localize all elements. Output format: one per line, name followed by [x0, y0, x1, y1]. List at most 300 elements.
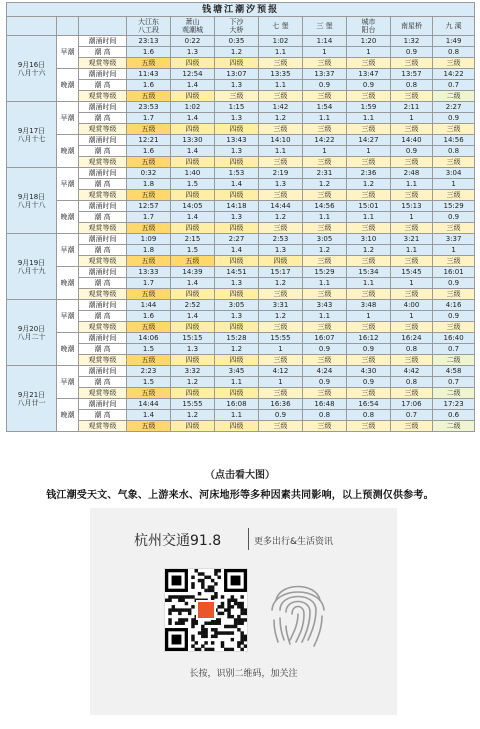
- rating-cell: 三级: [303, 388, 347, 399]
- time-cell: 4:00: [391, 300, 433, 311]
- session-cell: 晚潮: [57, 399, 79, 432]
- column-header: 南星桥: [391, 17, 433, 36]
- time-cell: 2:36: [347, 168, 391, 179]
- time-cell: 1:14: [303, 36, 347, 47]
- height-cell: 1.3: [171, 47, 215, 58]
- time-cell: 4:12: [259, 366, 303, 377]
- time-cell: 3:43: [303, 300, 347, 311]
- time-cell: 4:24: [303, 366, 347, 377]
- height-cell: 0.9: [303, 344, 347, 355]
- table-row: [7, 168, 475, 179]
- height-cell: 0.9: [259, 410, 303, 421]
- time-cell: 14:40: [391, 135, 433, 146]
- session-cell: 早潮: [57, 300, 79, 333]
- time-cell: 14:22: [433, 69, 475, 80]
- height-cell: 0.8: [391, 377, 433, 388]
- height-cell: 0.9: [347, 80, 391, 91]
- rating-cell: 二级: [433, 355, 475, 366]
- time-cell: 1:42: [259, 102, 303, 113]
- time-cell: 3:04: [433, 168, 475, 179]
- header-blank: [79, 17, 127, 36]
- time-cell: 16:01: [433, 267, 475, 278]
- time-cell: 14:56: [433, 135, 475, 146]
- height-cell: 1: [433, 179, 475, 190]
- date-cell: 9月16日 八月十六: [7, 36, 57, 102]
- height-cell: 1.2: [171, 410, 215, 421]
- rating-cell: 五级: [127, 289, 171, 300]
- session-cell: 晚潮: [57, 69, 79, 102]
- rating-cell: 四级: [215, 421, 259, 432]
- time-cell: 13:57: [391, 69, 433, 80]
- rating-cell: 三级: [347, 421, 391, 432]
- session-cell: 晚潮: [57, 201, 79, 234]
- height-cell: 1.2: [259, 212, 303, 223]
- height-cell: 1.3: [215, 311, 259, 322]
- time-cell: 13:47: [347, 69, 391, 80]
- date-cell: 9月20日 八月二十: [7, 300, 57, 366]
- time-cell: 15:29: [433, 201, 475, 212]
- row-label: 观赏等级: [79, 157, 127, 168]
- time-cell: 4:16: [433, 300, 475, 311]
- rating-cell: 三级: [259, 124, 303, 135]
- height-cell: 1.1: [303, 113, 347, 124]
- rating-cell: 四级: [215, 124, 259, 135]
- time-cell: 3:21: [391, 234, 433, 245]
- height-cell: 1.2: [347, 179, 391, 190]
- height-cell: 0.8: [391, 80, 433, 91]
- time-cell: 15:29: [303, 267, 347, 278]
- rating-cell: 四级: [171, 124, 215, 135]
- time-cell: 13:35: [259, 69, 303, 80]
- time-cell: 16:40: [433, 333, 475, 344]
- row-label: 潮涌时间: [79, 36, 127, 47]
- rating-cell: 四级: [171, 223, 215, 234]
- row-label: 潮 高: [79, 47, 127, 58]
- time-cell: 0:32: [127, 168, 171, 179]
- height-cell: 0.9: [303, 80, 347, 91]
- brand-subtitle: 更多出行&生活资讯: [254, 537, 334, 547]
- height-cell: 1: [303, 47, 347, 58]
- tide-forecast-table: [6, 2, 475, 432]
- row-label: 潮 高: [79, 80, 127, 91]
- time-cell: 13:37: [303, 69, 347, 80]
- height-cell: 1.5: [171, 179, 215, 190]
- rating-cell: 四级: [259, 256, 303, 267]
- time-cell: 14:22: [303, 135, 347, 146]
- row-label: 潮 高: [79, 344, 127, 355]
- time-cell: 16:12: [347, 333, 391, 344]
- height-cell: 1.3: [215, 146, 259, 157]
- rating-cell: 三级: [303, 58, 347, 69]
- height-cell: 1.4: [171, 80, 215, 91]
- table-row: [7, 69, 475, 80]
- fingerprint-icon[interactable]: [262, 570, 334, 652]
- rating-cell: 四级: [171, 355, 215, 366]
- row-label: 潮涌时间: [79, 333, 127, 344]
- rating-cell: 三级: [391, 256, 433, 267]
- height-cell: 0.8: [347, 410, 391, 421]
- time-cell: 13:33: [127, 267, 171, 278]
- rating-cell: 二级: [433, 91, 475, 102]
- time-cell: 15:55: [171, 399, 215, 410]
- rating-cell: 三级: [433, 124, 475, 135]
- table-row: [7, 102, 475, 113]
- session-cell: 早潮: [57, 102, 79, 135]
- height-cell: 1.2: [259, 311, 303, 322]
- rating-cell: 四级: [215, 355, 259, 366]
- time-cell: 13:30: [171, 135, 215, 146]
- time-cell: 1:02: [259, 36, 303, 47]
- time-cell: 3:45: [215, 366, 259, 377]
- session-cell: 早潮: [57, 234, 79, 267]
- height-cell: 1.1: [347, 278, 391, 289]
- height-cell: 1.2: [171, 377, 215, 388]
- time-cell: 14:39: [171, 267, 215, 278]
- rating-cell: 三级: [391, 190, 433, 201]
- time-cell: 16:07: [303, 333, 347, 344]
- rating-cell: 三级: [303, 322, 347, 333]
- rating-cell: 四级: [215, 190, 259, 201]
- time-cell: 12:54: [171, 69, 215, 80]
- time-cell: 12:21: [127, 135, 171, 146]
- time-cell: 3:10: [347, 234, 391, 245]
- height-cell: 1: [391, 212, 433, 223]
- promo-card: [90, 508, 397, 715]
- time-cell: 3:31: [259, 300, 303, 311]
- height-cell: 1.1: [303, 278, 347, 289]
- height-cell: 1.1: [303, 311, 347, 322]
- time-cell: 16:24: [391, 333, 433, 344]
- time-cell: 3:05: [303, 234, 347, 245]
- rating-cell: 三级: [215, 91, 259, 102]
- time-cell: 2:19: [259, 168, 303, 179]
- time-cell: 1:15: [215, 102, 259, 113]
- table-row: [7, 267, 475, 278]
- enlarge-caption[interactable]: （点击看大图）: [205, 470, 275, 481]
- height-cell: 1: [391, 278, 433, 289]
- rating-cell: 三级: [433, 256, 475, 267]
- height-cell: 1.4: [171, 278, 215, 289]
- time-cell: 2:53: [259, 234, 303, 245]
- time-cell: 0:35: [215, 36, 259, 47]
- rating-cell: 四级: [215, 157, 259, 168]
- row-label: 观赏等级: [79, 58, 127, 69]
- rating-cell: 三级: [303, 223, 347, 234]
- rating-cell: 三级: [347, 124, 391, 135]
- table-row: [7, 366, 475, 377]
- table-row: [7, 36, 475, 47]
- time-cell: 11:43: [127, 69, 171, 80]
- height-cell: 0.8: [303, 410, 347, 421]
- height-cell: 1.4: [215, 179, 259, 190]
- qr-code-icon[interactable]: [164, 568, 248, 652]
- time-cell: 3:32: [171, 366, 215, 377]
- rating-cell: 三级: [433, 223, 475, 234]
- height-cell: 1.6: [127, 311, 171, 322]
- rating-cell: 三级: [347, 289, 391, 300]
- rating-cell: 五级: [127, 157, 171, 168]
- height-cell: 1.3: [215, 212, 259, 223]
- rating-cell: 四级: [215, 223, 259, 234]
- height-cell: 1.5: [171, 245, 215, 256]
- rating-cell: 三级: [433, 190, 475, 201]
- row-label: 潮涌时间: [79, 399, 127, 410]
- rating-cell: 四级: [171, 58, 215, 69]
- time-cell: 14:10: [259, 135, 303, 146]
- time-cell: 15:55: [259, 333, 303, 344]
- height-cell: 1.4: [215, 245, 259, 256]
- height-cell: 1.1: [259, 80, 303, 91]
- row-label: 观赏等级: [79, 289, 127, 300]
- height-cell: 1.1: [259, 47, 303, 58]
- time-cell: 13:07: [215, 69, 259, 80]
- height-cell: 1.3: [171, 344, 215, 355]
- row-label: 潮 高: [79, 311, 127, 322]
- rating-cell: 三级: [347, 388, 391, 399]
- time-cell: 1:54: [303, 102, 347, 113]
- height-cell: 0.9: [433, 113, 475, 124]
- time-cell: 14:51: [215, 267, 259, 278]
- row-label: 潮涌时间: [79, 234, 127, 245]
- rating-cell: 五级: [127, 223, 171, 234]
- height-cell: 1.4: [127, 410, 171, 421]
- rating-cell: 三级: [391, 388, 433, 399]
- rating-cell: 三级: [391, 355, 433, 366]
- row-label: 潮涌时间: [79, 300, 127, 311]
- rating-cell: 三级: [303, 157, 347, 168]
- table-row: [7, 201, 475, 212]
- time-cell: 3:48: [347, 300, 391, 311]
- session-cell: 早潮: [57, 168, 79, 201]
- row-label: 潮涌时间: [79, 135, 127, 146]
- height-cell: 1.1: [215, 410, 259, 421]
- header-blank: [57, 17, 79, 36]
- row-label: 潮涌时间: [79, 168, 127, 179]
- height-cell: 0.8: [433, 146, 475, 157]
- height-cell: 0.9: [433, 212, 475, 223]
- divider: [248, 528, 249, 550]
- time-cell: 15:28: [215, 333, 259, 344]
- rating-cell: 三级: [433, 289, 475, 300]
- time-cell: 23:13: [127, 36, 171, 47]
- time-cell: 4:30: [347, 366, 391, 377]
- height-cell: 1.2: [259, 278, 303, 289]
- row-label: 观赏等级: [79, 223, 127, 234]
- height-cell: 0.7: [391, 410, 433, 421]
- height-cell: 1.6: [127, 47, 171, 58]
- height-cell: 1: [259, 377, 303, 388]
- height-cell: 1.2: [347, 245, 391, 256]
- rating-cell: 三级: [259, 388, 303, 399]
- rating-cell: 三级: [391, 223, 433, 234]
- column-header: 三 堡: [303, 17, 347, 36]
- row-label: 潮 高: [79, 278, 127, 289]
- table-row: [7, 135, 475, 146]
- rating-cell: 五级: [127, 322, 171, 333]
- rating-cell: 三级: [347, 157, 391, 168]
- rating-cell: 三级: [347, 91, 391, 102]
- rating-cell: 三级: [391, 289, 433, 300]
- rating-cell: 三级: [259, 421, 303, 432]
- height-cell: 1.2: [215, 344, 259, 355]
- session-cell: 晚潮: [57, 267, 79, 300]
- height-cell: 1.1: [391, 245, 433, 256]
- row-label: 观赏等级: [79, 190, 127, 201]
- height-cell: 1: [433, 245, 475, 256]
- rating-cell: 三级: [303, 91, 347, 102]
- rating-cell: 五级: [127, 421, 171, 432]
- time-cell: 15:01: [347, 201, 391, 212]
- time-cell: 15:15: [171, 333, 215, 344]
- time-cell: 14:05: [171, 201, 215, 212]
- time-cell: 2:23: [127, 366, 171, 377]
- time-cell: 14:44: [259, 201, 303, 212]
- height-cell: 1.1: [259, 146, 303, 157]
- time-cell: 14:06: [127, 333, 171, 344]
- session-cell: 早潮: [57, 36, 79, 69]
- rating-cell: 三级: [433, 322, 475, 333]
- row-label: 潮 高: [79, 113, 127, 124]
- height-cell: 1: [347, 311, 391, 322]
- rating-cell: 五级: [127, 91, 171, 102]
- height-cell: 0.9: [391, 47, 433, 58]
- row-label: 观赏等级: [79, 124, 127, 135]
- height-cell: 1.1: [391, 179, 433, 190]
- column-header: 七 堡: [259, 17, 303, 36]
- time-cell: 1:49: [433, 36, 475, 47]
- column-header: 城市 阳台: [347, 17, 391, 36]
- rating-cell: 五级: [127, 58, 171, 69]
- time-cell: 2:31: [303, 168, 347, 179]
- height-cell: 1.6: [127, 80, 171, 91]
- time-cell: 14:18: [215, 201, 259, 212]
- rating-cell: 四级: [215, 289, 259, 300]
- row-label: 潮 高: [79, 377, 127, 388]
- time-cell: 14:44: [127, 399, 171, 410]
- height-cell: 0.9: [391, 146, 433, 157]
- rating-cell: 三级: [433, 58, 475, 69]
- row-label: 潮 高: [79, 245, 127, 256]
- rating-cell: 三级: [347, 223, 391, 234]
- height-cell: 0.9: [347, 344, 391, 355]
- rating-cell: 四级: [171, 388, 215, 399]
- height-cell: 1.6: [127, 146, 171, 157]
- time-cell: 16:54: [347, 399, 391, 410]
- header-blank: [7, 17, 57, 36]
- row-label: 观赏等级: [79, 91, 127, 102]
- table-row: [7, 300, 475, 311]
- tide-forecast-table-wrap[interactable]: [6, 2, 474, 432]
- height-cell: 1.1: [303, 212, 347, 223]
- table-row: [7, 234, 475, 245]
- height-cell: 1.3: [259, 245, 303, 256]
- rating-cell: 五级: [127, 190, 171, 201]
- time-cell: 1:02: [171, 102, 215, 113]
- time-cell: 15:17: [259, 267, 303, 278]
- rating-cell: 三级: [259, 91, 303, 102]
- time-cell: 1:40: [171, 168, 215, 179]
- height-cell: 1: [347, 47, 391, 58]
- height-cell: 1.2: [259, 113, 303, 124]
- table-row: [7, 399, 475, 410]
- date-cell: 9月21日 八月廿一: [7, 366, 57, 432]
- time-cell: 23:53: [127, 102, 171, 113]
- rating-cell: 三级: [347, 190, 391, 201]
- height-cell: 1.2: [215, 47, 259, 58]
- height-cell: 0.8: [391, 344, 433, 355]
- session-cell: 晚潮: [57, 333, 79, 366]
- rating-cell: 三级: [303, 124, 347, 135]
- disclaimer-note: 钱江潮受天文、气象、上游来水、河床地形等多种因素共同影响，以上预测仅供参考。: [46, 490, 434, 501]
- rating-cell: 三级: [391, 322, 433, 333]
- rating-cell: 三级: [303, 256, 347, 267]
- height-cell: 1.4: [171, 212, 215, 223]
- height-cell: 1.5: [127, 377, 171, 388]
- row-label: 观赏等级: [79, 256, 127, 267]
- row-label: 潮 高: [79, 179, 127, 190]
- height-cell: 1.1: [347, 212, 391, 223]
- rating-cell: 三级: [259, 223, 303, 234]
- time-cell: 1:32: [391, 36, 433, 47]
- height-cell: 0.9: [433, 278, 475, 289]
- row-label: 观赏等级: [79, 355, 127, 366]
- rating-cell: 三级: [433, 157, 475, 168]
- time-cell: 1:44: [127, 300, 171, 311]
- height-cell: 1: [391, 311, 433, 322]
- row-label: 潮 高: [79, 212, 127, 223]
- time-cell: 2:52: [171, 300, 215, 311]
- height-cell: 0.6: [433, 410, 475, 421]
- rating-cell: 四级: [171, 157, 215, 168]
- time-cell: 17:06: [391, 399, 433, 410]
- rating-cell: 五级: [171, 256, 215, 267]
- height-cell: 1: [303, 146, 347, 157]
- height-cell: 0.9: [433, 311, 475, 322]
- rating-cell: 三级: [303, 289, 347, 300]
- height-cell: 1: [391, 113, 433, 124]
- height-cell: 1.4: [171, 311, 215, 322]
- rating-cell: 三级: [391, 421, 433, 432]
- time-cell: 15:13: [391, 201, 433, 212]
- date-cell: 9月17日 八月十七: [7, 102, 57, 168]
- height-cell: 1.7: [127, 278, 171, 289]
- height-cell: 1.4: [171, 113, 215, 124]
- rating-cell: 三级: [303, 421, 347, 432]
- row-label: 观赏等级: [79, 388, 127, 399]
- height-cell: 1.4: [171, 146, 215, 157]
- height-cell: 1.5: [127, 344, 171, 355]
- time-cell: 16:08: [215, 399, 259, 410]
- time-cell: 12:57: [127, 201, 171, 212]
- height-cell: 1.7: [127, 212, 171, 223]
- height-cell: 1.2: [303, 179, 347, 190]
- rating-cell: 四级: [171, 91, 215, 102]
- rating-cell: 三级: [391, 124, 433, 135]
- rating-cell: 四级: [171, 421, 215, 432]
- rating-cell: 三级: [347, 355, 391, 366]
- rating-cell: 三级: [259, 289, 303, 300]
- height-cell: 1.1: [215, 377, 259, 388]
- row-label: 潮涌时间: [79, 102, 127, 113]
- column-header: 大江东 八工段: [127, 17, 171, 36]
- height-cell: 0.8: [433, 47, 475, 58]
- time-cell: 2:27: [215, 234, 259, 245]
- height-cell: 1: [347, 146, 391, 157]
- row-label: 潮涌时间: [79, 69, 127, 80]
- time-cell: 13:43: [215, 135, 259, 146]
- rating-cell: 三级: [347, 322, 391, 333]
- rating-cell: 二级: [433, 421, 475, 432]
